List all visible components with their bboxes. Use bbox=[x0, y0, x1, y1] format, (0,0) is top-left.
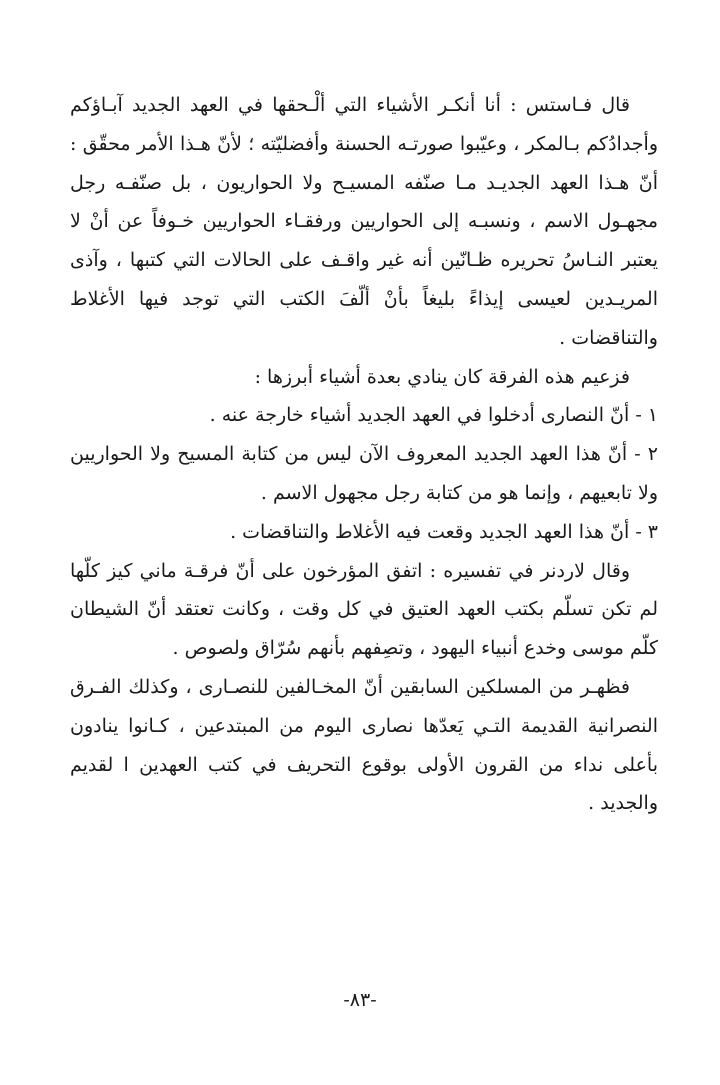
list-text: أنّ هذا العهد الجديد المعروف الآن ليس من كتابة المسيح ولا الحواريين ولا تابعيهم ، وإنما هو من كتابة رجل مجهول الاسم . bbox=[70, 443, 658, 504]
list-item-3 bbox=[70, 513, 658, 552]
list-text: أنّ هذا العهد الجديد وقعت فيه الأغلاط والتناقضات . bbox=[230, 520, 630, 543]
paragraph-sect-leader: فزعيم هذه الفرقة كان ينادي بعدة أشياء أبرزها : bbox=[254, 365, 630, 388]
list-item-1 bbox=[70, 396, 658, 435]
list-item-2 bbox=[70, 435, 658, 513]
list-number: ٢ - bbox=[634, 443, 658, 466]
list-text: أنّ النصارى أدخلوا في العهد الجديد أشياء خارجة عنه . bbox=[209, 404, 630, 427]
page-number: -٨٣- bbox=[343, 989, 377, 1011]
list-number: ٣ - bbox=[635, 520, 658, 543]
paragraph-fastus-quote: قال فـاستس : أنا أنكـر الأشياء التي ألْـحقها في العهد الجديد آبـاؤكم وأجدادُكم بـالمكر ، وعيّبوا صورتـه الحسنة وأفضليّته ؛ لأنّ هـذا الأمر محقّق : أنّ هـذا العهد الجديـد مـا صنّفه المسيـح ولا الحواريون ، بل صنّفـه رجل مجهـول الاسم ، ونسبـه إلى الحواريين ورفقـاء الحواريين خـوفاً عن أنْ لا يعتبر النـاسُ تحريره ظـانّين أنه غير واقـف على الحالات التي كتبها ، وآذى المريـدين لعيسى إيذاءً بليغاً بأنْ ألّفَ الكتب التي توجد فيها الأغلاط والتناقضات . bbox=[70, 94, 658, 349]
list-number: ١ - bbox=[635, 404, 658, 427]
paragraph-lardner-quote: وقال لاردنر في تفسيره : اتفق المؤرخون على أنّ فرقـة ماني كيز كلّها لم تكن تسلّم بكتب العهد العتيق في كل وقت ، وكانت تعتقد أنّ الشيطان كلّم موسى وخدع أنبياء اليهود ، وتصِفهم بأنهم سُرّاق ولصوص . bbox=[70, 559, 658, 660]
body-text bbox=[70, 86, 658, 823]
paragraph-conclusion: فظهـر من المسلكين السابقين أنّ المخـالفين للنصـارى ، وكذلك الفـرق النصرانية القديمة التـي يَعدّها نصارى اليوم من المبتدعين ، كـانوا ينادون بأعلى نداء من القرون الأولى بوقوع التحريف في كتب العهدين ا لقديم والجديد . bbox=[70, 675, 658, 815]
